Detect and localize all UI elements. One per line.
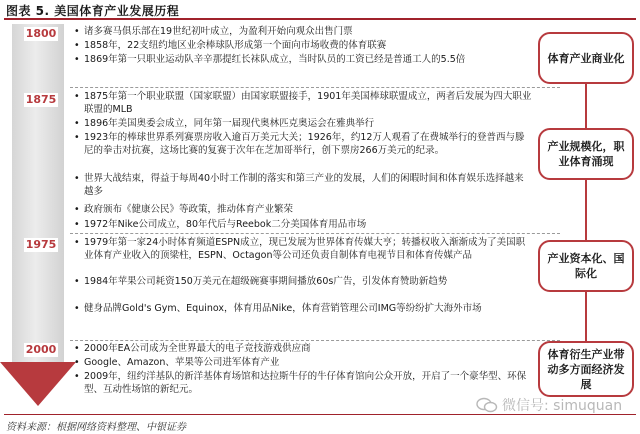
timeline-bullet: • 健身品牌Gold's Gym、Equinox，体育用品Nike，体育营销管理公司IMG等纷纷扩大海外市场 [74,302,532,315]
stage-connector [585,292,587,341]
timeline-bullet: • 1858年，22支纽约地区业余棒球队形成第一个面向市场收费的体育联赛 [74,39,532,52]
period-divider [70,87,560,88]
year-label-2000: 2000 [25,343,57,356]
timeline-bullet: • 政府颁布《健康公民》等政策，推动体育产业繁荣 [74,203,532,216]
year-label-1875: 1875 [25,93,57,106]
period-divider [70,340,560,341]
timeline-bullet: • 1869年第一只职业运动队辛辛那提红长袜队成立，当时队员的工资已经是普通工人的5.5倍 [74,53,532,66]
stage-box-scale: 产业规模化，职业体育涌现 [538,128,634,180]
period-divider [70,233,560,234]
top-rule [4,18,636,20]
year-label-1975: 1975 [25,238,57,251]
stage-box-commercialization: 体育产业商业化 [538,32,634,84]
figure-title: 图表 5. 美国体育产业发展历程 [6,4,180,18]
wechat-icon [476,397,498,413]
timeline-bullet: • 1896年美国奥委会成立，同年第一届现代奥林匹克奥运会在雅典举行 [74,117,532,130]
timeline-arrow-shaft [12,24,64,364]
timeline-bullet: • 2009年，纽约洋基队的新洋基体育场馆和达拉斯牛仔的牛仔体育馆向公众开放，开启了一个豪华型、环保型、互动性场馆的新纪元。 [74,370,532,396]
source-note: 资料来源：根据网络资料整理、中银证券 [6,422,186,433]
timeline-bullet: • 2000年EA公司成为全世界最大的电子竞技游戏供应商 [74,342,532,355]
timeline-bullet: • Google、Amazon、苹果等公司进军体育产业 [74,356,532,369]
bottom-rule [4,414,636,415]
timeline-bullet: • 1923年的棒球世界系列赛票房收入逾百万美元大关；1926年，约12万人观看了在费城举行的登普西与滕尼的拳击对抗赛，这场比赛的复赛于次年在芝加哥举行，创下票房266万美元的纪录。 [74,131,532,157]
stage-box-capitalization: 产业资本化、国际化 [538,240,634,292]
stage-connector [585,180,587,240]
timeline-arrow-head [0,362,76,406]
stage-connector [585,84,587,128]
timeline-bullet: • 世界大战结束，得益于每周40小时工作制的落实和第三产业的发展，人们的闲暇时间和体育娱乐选择越来越多 [74,172,532,198]
watermark [476,395,622,415]
timeline-bullet: • 1875年第一个职业联盟（国家联盟）由国家联盟接手，1901年美国棒球联盟成立，两者后发展为四大职业联盟的MLB [74,90,532,116]
stage-box-derivative: 体育衍生产业带动多方面经济发展 [538,341,634,397]
timeline-bullet: • 诸多赛马俱乐部在19世纪初叶成立，为盈利开始向观众出售门票 [74,25,532,38]
timeline-bullet: • 1984年苹果公司耗资150万美元在超级碗赛事期间播放60s广告，引发体育赞助新趋势 [74,275,532,288]
watermark-text: 微信号: simuquan [502,398,623,414]
timeline-bullet: • 1972年Nike公司成立，80年代后与Reebok二分美国体育用品市场 [74,218,532,231]
year-label-1800: 1800 [25,27,57,40]
timeline-bullet: • 1979年第一家24小时体育频道ESPN成立，现已发展为世界体育传媒大亨；转播权收入渐渐成为了美国职业体育产业收入的顶梁柱，ESPN、Octagon等公司还负责自制体育电视节目和体育传媒产品 [74,236,532,262]
